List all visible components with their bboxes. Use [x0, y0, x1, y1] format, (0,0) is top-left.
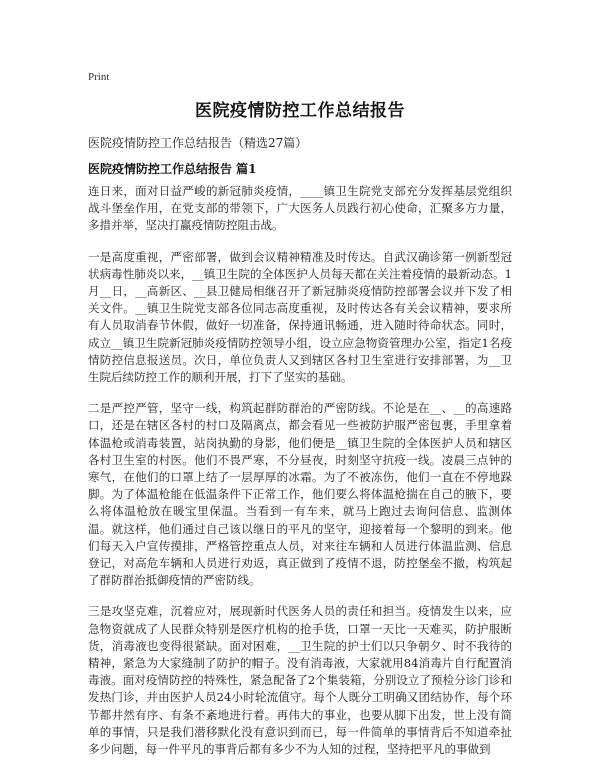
section-heading: 医院疫情防控工作总结报告 篇1	[88, 162, 257, 176]
paragraph: 三是攻坚克难，沉着应对，展现新时代医务人员的责任和担当。疫情发生以来，应急物资就成了人民群众特别是医疗机构的抢手货，口罩一天比一天难买，防护服断货，消毒液也变得很紧缺。面对困难，__卫生院的护士们以只争朝夕、时不我待的精神，紧急为大家缝制了防护的帽子。没有消毒液，大家就用84消毒片自行配置消毒液。面对疫情防控的特殊性，紧急配备了2个集装箱，分别设立了预检分诊门诊和发热门诊，并由医护人员24小时轮流值守。每个人既分工明确又团结协作，每个环节都井然有序、有条不紊地进行着。再伟大的事业，也要从脚下出发，世上没有简单的事情，只是我们潜移默化没有意识到而已，每一件简单的事情背后不知道牵扯多少问题，每一件平凡的事背后都有多少不为人知的过程，坚持把平凡的事做到	[88, 604, 512, 757]
paragraph: 连日来，面对日益严峻的新冠肺炎疫情，____镇卫生院党支部充分发挥基层党组织战斗堡垒作用，在党支部的带领下，广大医务人员践行初心使命，汇聚多方力量，多措并举，坚决打赢疫情防控阻击战。	[88, 184, 512, 233]
paragraph: 二是严控严管，坚守一线，构筑起群防群治的严密防线。不论是在__、__的高速路口，还是在辖区各村的村口及隔离点，都会看见一些被防护服严密包裹，手里拿着体温枪或消毒装置，站岗执勤的身影，他们便是__镇卫生院的全体医护人员和辖区各村卫生室的村医。他们不畏严寒，不分昼夜，时刻坚守抗疫一线。凌晨三点钟的寒气，在他们的口罩上结了一层厚厚的冰霜。为了不被冻伤，他们一直在不停地跺脚。为了体温枪能在低温条件下正常工作，他们要么将体温枪揣在自己的腋下，要么将体温枪放在暖宝里保温。当看到一有车来，就马上跑过去询问信息、监测体温。就这样，他们通过自己该以继日的平凡的坚守，迎接着每一个黎明的到来。他们每天入户宣传摸排，严格管控重点人员，对来往车辆和人员进行体温监测、信息登记，对高危车辆和人员进行劝返，真正做到了疫情不退，防控堡垒不撤，构筑起了群防群治抵御疫情的严密防线。	[88, 401, 512, 588]
document-body	[88, 183, 512, 772]
document-subtitle: 医院疫情防控工作总结报告（精选27篇）	[88, 136, 308, 150]
print-label[interactable]: Print	[88, 71, 110, 83]
paragraph: 一是高度重视，严密部署，做到会议精神精准及时传达。自武汉确诊第一例新型冠状病毒性肺炎以来，__镇卫生院的全体医护人员每天都在关注着疫情的最新动态。1月__日，__高新区、__县卫健局相继召开了新冠肺炎疫情防控部署会议并下发了相关文件。__镇卫生院党支部各位同志高度重视，及时传达各有关会议精神，要求所有人员取消春节休假，做好一切准备，保持通讯畅通，进入随时待命状态。同时，成立__镇卫生院新冠肺炎疫情防控领导小组，设立应急物资管理办公室，指定1名疫情防控信息报送员。次日，单位负责人又到辖区各村卫生室进行安排部署，为__卫生院后续防控工作的顺利开展，打下了坚实的基础。	[88, 249, 512, 385]
document-title: 医院疫情防控工作总结报告	[195, 101, 405, 121]
